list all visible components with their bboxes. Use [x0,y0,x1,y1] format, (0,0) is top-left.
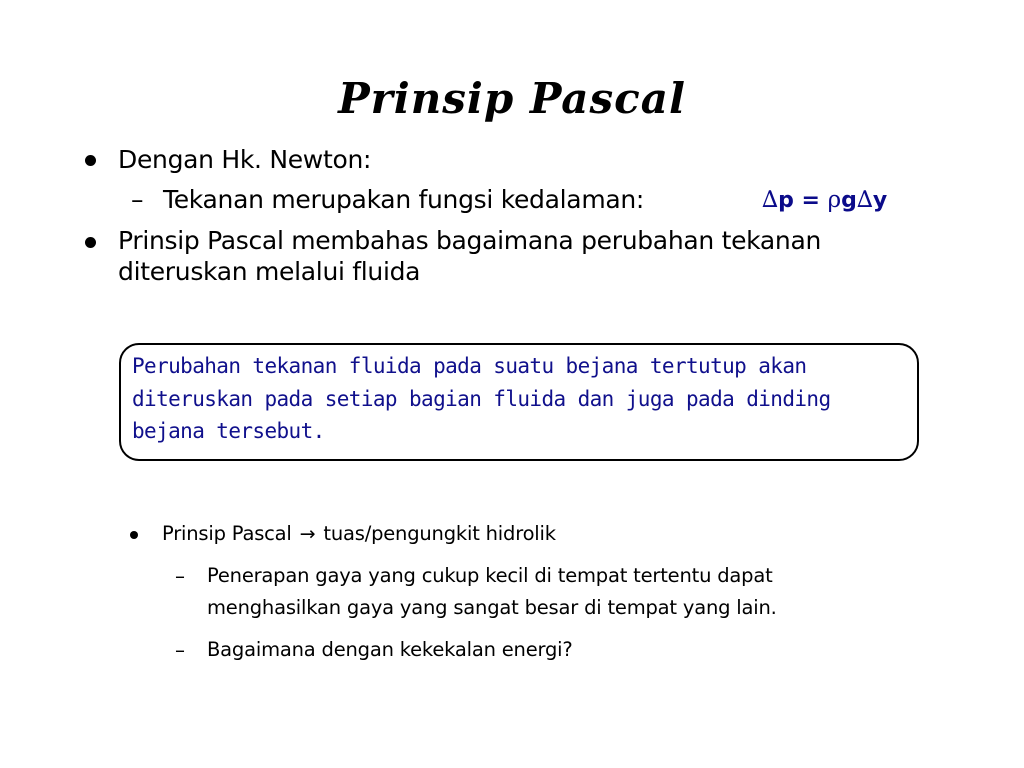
formula-y: y [872,188,888,213]
formula-delta-2: ∆ [856,187,873,213]
callout-line-3: bejana tersebut. [132,419,325,443]
pascal-principle-callout [119,343,919,461]
sub-bullet-energi: Bagaimana dengan kekekalan energi? [207,638,573,661]
sub-bullet-penerapan-line2: menghasilkan gaya yang sangat besar di tempat yang lain. [207,596,777,619]
bullet-dot-icon [85,237,96,248]
dash-icon: – [175,638,185,662]
sub-bullet-tekanan: Tekanan merupakan fungsi kedalaman: [163,185,645,214]
callout-line-2: diteruskan pada setiap bagian fluida dan juga pada dinding [132,386,831,411]
arrow-right-icon: → [299,523,316,545]
bullet-dot-icon [130,531,138,539]
formula-delta: ∆ [762,187,779,213]
bullet-pascal-line2: diteruskan melalui fluida [118,257,421,286]
bullet-newton: Dengan Hk. Newton: [118,145,372,174]
formula-rho: ρ [827,187,842,213]
bullet-hydraulic-right: tuas/pengungkit hidrolik [323,522,556,545]
bullet-hydraulic-lever [162,518,556,550]
formula-g: g [841,188,857,213]
dash-icon: – [175,564,185,588]
callout-line-1: Perubahan tekanan fluida pada suatu bejana tertutup akan [132,354,807,378]
slide-title: Prinsip Pascal [338,74,686,123]
pressure-formula [762,184,887,217]
bullet-dot-icon [85,155,96,166]
bullet-pascal-line1: Prinsip Pascal membahas bagaimana perubahan tekanan [118,226,822,255]
bullet-hydraulic-left: Prinsip Pascal [162,522,292,545]
dash-icon: – [131,185,144,214]
formula-p-equals: p = [778,188,828,213]
sub-bullet-penerapan-line1: Penerapan gaya yang cukup kecil di tempat tertentu dapat [207,564,773,587]
